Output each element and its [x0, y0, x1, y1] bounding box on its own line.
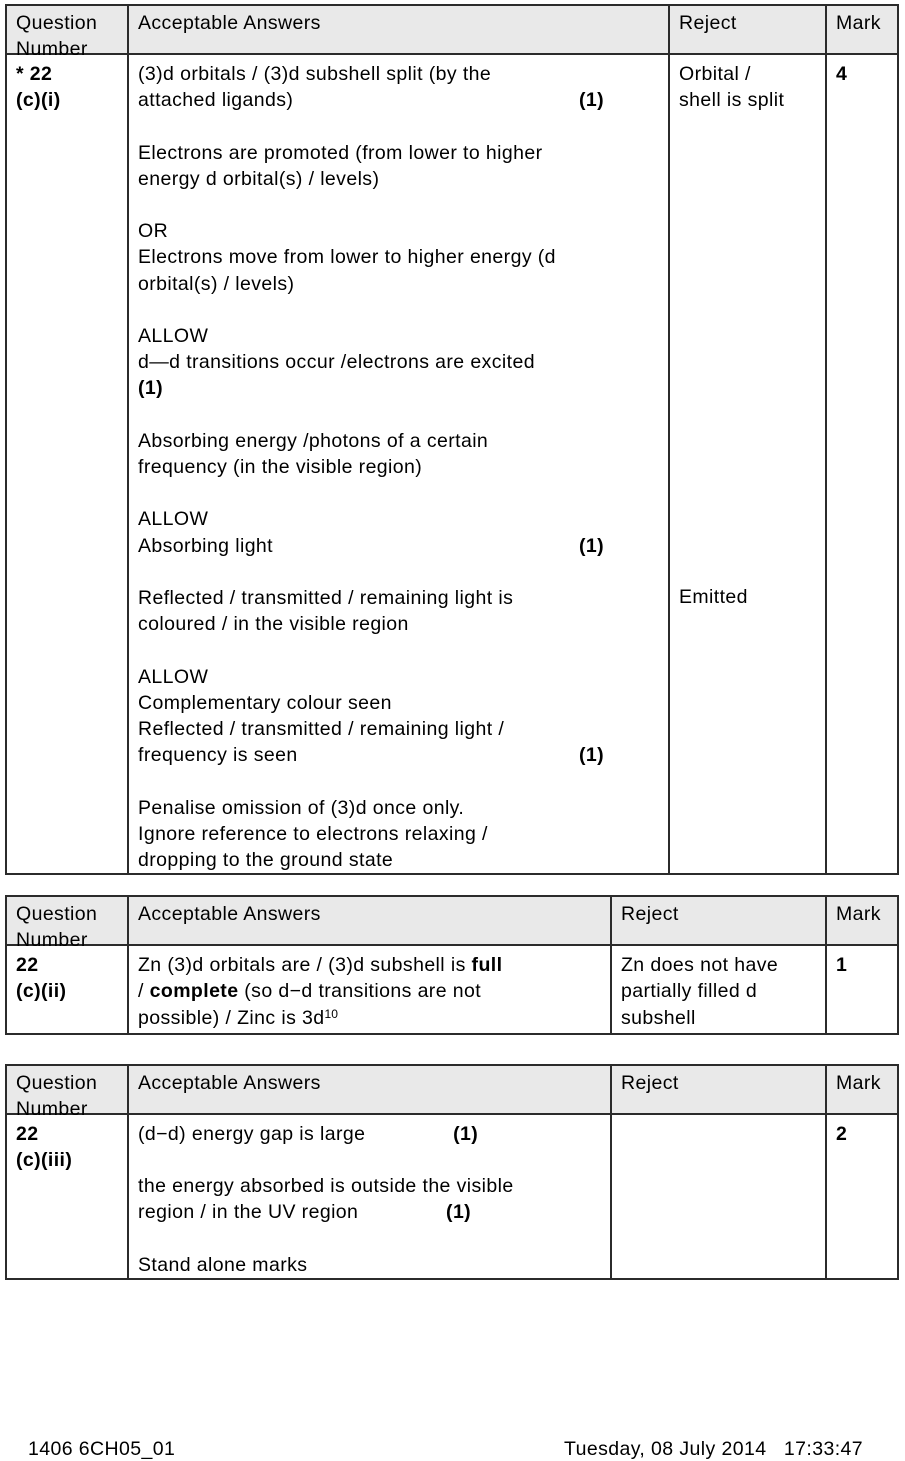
text-line: [138, 349, 660, 375]
text-segment: Absorbing light: [138, 534, 273, 557]
text-line: [138, 428, 660, 454]
text-segment: Electrons move from lower to higher energy (d: [138, 246, 556, 269]
text-line: [138, 140, 660, 166]
text-segment: dropping to the ground state: [138, 848, 394, 871]
text-segment: (so d−d transitions are not: [238, 980, 482, 1003]
text-segment: Ignore reference to electrons relaxing /: [138, 822, 488, 845]
text-line: [138, 1252, 602, 1278]
text-segment: ALLOW: [138, 508, 209, 531]
text-segment: Penalise omission of (3)d once only.: [138, 796, 465, 819]
text-segment: (3)d orbitals / (3)d subshell split (by the: [138, 63, 492, 85]
reject-header: Reject: [610, 897, 825, 953]
text-segment: shell is split: [679, 89, 785, 112]
text-segment: Absorbing energy /photons of a certain: [138, 429, 489, 452]
text-line: [138, 61, 660, 87]
table-3-body-row: [7, 1115, 897, 1278]
text-line: [138, 795, 660, 821]
text-line: [138, 637, 660, 663]
text-line: [138, 113, 660, 139]
mark-point: (1): [453, 1122, 479, 1145]
superscript-text: 10: [324, 1006, 338, 1021]
text-line: [16, 1121, 119, 1147]
acceptable-answers-header: Acceptable Answers: [127, 1066, 610, 1122]
text-line: [679, 87, 817, 113]
page-footer: [28, 1438, 863, 1461]
text-line: [679, 61, 817, 87]
text-segment: full: [471, 954, 503, 977]
table-2-body-row: [7, 946, 897, 1033]
text-line: [138, 244, 660, 270]
text-segment: complete: [149, 980, 239, 1003]
text-line: [138, 533, 660, 559]
text-line: [16, 1147, 119, 1173]
text-line: [138, 742, 660, 768]
text-line: [16, 978, 119, 1004]
text-segment: Reflected / transmitted / remaining light /: [138, 717, 505, 740]
acceptable-answers-cell: [127, 55, 668, 873]
text-segment: Emitted: [679, 586, 748, 609]
text-line: [138, 952, 602, 978]
mark-scheme-table-3: [5, 1064, 899, 1280]
mark-scheme-table-1: [5, 4, 899, 875]
mark-header: Mark: [825, 897, 897, 953]
text-line: [621, 952, 817, 978]
reject-header: Reject: [668, 6, 825, 62]
text-line: [138, 218, 660, 244]
question-number-header: Question Number: [16, 12, 98, 61]
text-line: [138, 402, 660, 428]
text-line: [138, 323, 660, 349]
text-line: [138, 454, 660, 480]
question-number-cell: [7, 1115, 127, 1278]
text-segment: Reflected / transmitted / remaining light is: [138, 586, 514, 609]
mark-point: (1): [578, 89, 604, 112]
text-segment: d—d transitions occur /electrons are excited: [138, 351, 535, 374]
question-number-header: Question Number: [16, 1071, 98, 1120]
text-segment: Orbital /: [679, 63, 751, 85]
text-segment: 22: [16, 1122, 39, 1145]
text-segment: Complementary colour seen: [138, 691, 392, 714]
text-line: [138, 271, 660, 297]
text-line: [138, 1226, 602, 1252]
reject-note: [679, 584, 817, 610]
mark-point: (1): [578, 744, 604, 767]
text-segment: partially filled d: [621, 980, 758, 1003]
text-line: [138, 1173, 602, 1199]
question-number-header: Question Number: [16, 903, 98, 952]
text-line: [138, 768, 660, 794]
text-segment: * 22: [16, 63, 53, 85]
text-line: [16, 87, 119, 113]
mark-header: Mark: [825, 1066, 897, 1122]
text-segment: frequency (in the visible region): [138, 455, 423, 478]
text-segment: Electrons are promoted (from lower to higher: [138, 141, 543, 164]
acceptable-answers-cell: [127, 1115, 610, 1278]
text-line: [138, 585, 660, 611]
text-line: [138, 297, 660, 323]
reject-cell: [668, 55, 825, 873]
text-line: [679, 584, 817, 610]
text-line: [138, 664, 660, 690]
text-segment: frequency is seen: [138, 744, 298, 767]
text-segment: (c)(i): [16, 89, 61, 112]
text-line: [138, 1147, 602, 1173]
acceptable-answers-header: Acceptable Answers: [127, 6, 668, 62]
text-line: [138, 690, 660, 716]
text-line: [138, 559, 660, 585]
table-1-header-row: [7, 6, 897, 61]
mark-header: Mark: [825, 6, 897, 62]
acceptable-answers-cell: [127, 946, 610, 1033]
text-segment: the energy absorbed is outside the visible: [138, 1175, 514, 1198]
reject-cell: [610, 1115, 825, 1278]
text-line: [138, 506, 660, 532]
table-1-body-row: [7, 55, 897, 873]
text-segment: OR: [138, 220, 169, 243]
text-segment: orbital(s) / levels): [138, 272, 295, 295]
text-line: [16, 952, 119, 978]
text-line: [138, 192, 660, 218]
reject-note: [621, 952, 817, 1031]
text-line: [621, 1005, 817, 1031]
text-segment: Stand alone marks: [138, 1253, 308, 1276]
text-line: [138, 611, 660, 637]
mark-cell: 4: [825, 55, 897, 873]
text-segment: coloured / in the visible region: [138, 613, 409, 636]
text-line: [138, 978, 602, 1004]
text-line: [138, 1199, 602, 1225]
footer-paper-code: 1406 6CH05_01: [28, 1438, 176, 1460]
text-segment: 22: [16, 954, 39, 977]
text-line: [138, 480, 660, 506]
reject-header: Reject: [610, 1066, 825, 1122]
question-number-cell: [7, 55, 127, 873]
text-segment: (1): [138, 377, 164, 400]
acceptable-answers-header: Acceptable Answers: [127, 897, 610, 953]
reject-note: [679, 61, 817, 113]
reject-cell: [610, 946, 825, 1033]
text-segment: (c)(iii): [16, 1148, 73, 1171]
mark-point: (1): [578, 534, 604, 557]
text-line: [138, 375, 660, 401]
mark-cell: 1: [825, 946, 897, 1033]
text-segment: /: [138, 980, 150, 1003]
text-segment: (c)(ii): [16, 980, 67, 1003]
mark-cell: 2: [825, 1115, 897, 1278]
table-3-header-row: [7, 1066, 897, 1120]
text-line: [138, 847, 660, 873]
text-line: [138, 87, 660, 113]
text-line: [138, 821, 660, 847]
footer-datetime: Tuesday, 08 July 2014 17:33:47: [564, 1438, 863, 1460]
text-segment: possible) / Zinc is 3d: [138, 1006, 325, 1029]
text-segment: ALLOW: [138, 324, 209, 347]
text-segment: Zn does not have: [621, 954, 779, 977]
text-line: [138, 166, 660, 192]
text-line: [138, 1121, 602, 1147]
text-line: [16, 61, 119, 87]
text-segment: attached ligands): [138, 89, 294, 112]
mark-scheme-table-2: [5, 895, 899, 1035]
text-segment: subshell: [621, 1006, 696, 1029]
text-segment: (d−d) energy gap is large: [138, 1122, 366, 1145]
text-line: [138, 1005, 602, 1033]
text-segment: energy d orbital(s) / levels): [138, 167, 380, 190]
text-segment: ALLOW: [138, 665, 209, 688]
text-line: [621, 978, 817, 1004]
text-segment: Zn (3)d orbitals are / (3)d subshell is: [138, 954, 472, 977]
mark-point: (1): [446, 1201, 472, 1224]
table-2-header-row: [7, 897, 897, 952]
text-segment: region / in the UV region: [138, 1201, 359, 1224]
text-line: [138, 716, 660, 742]
question-number-cell: [7, 946, 127, 1033]
